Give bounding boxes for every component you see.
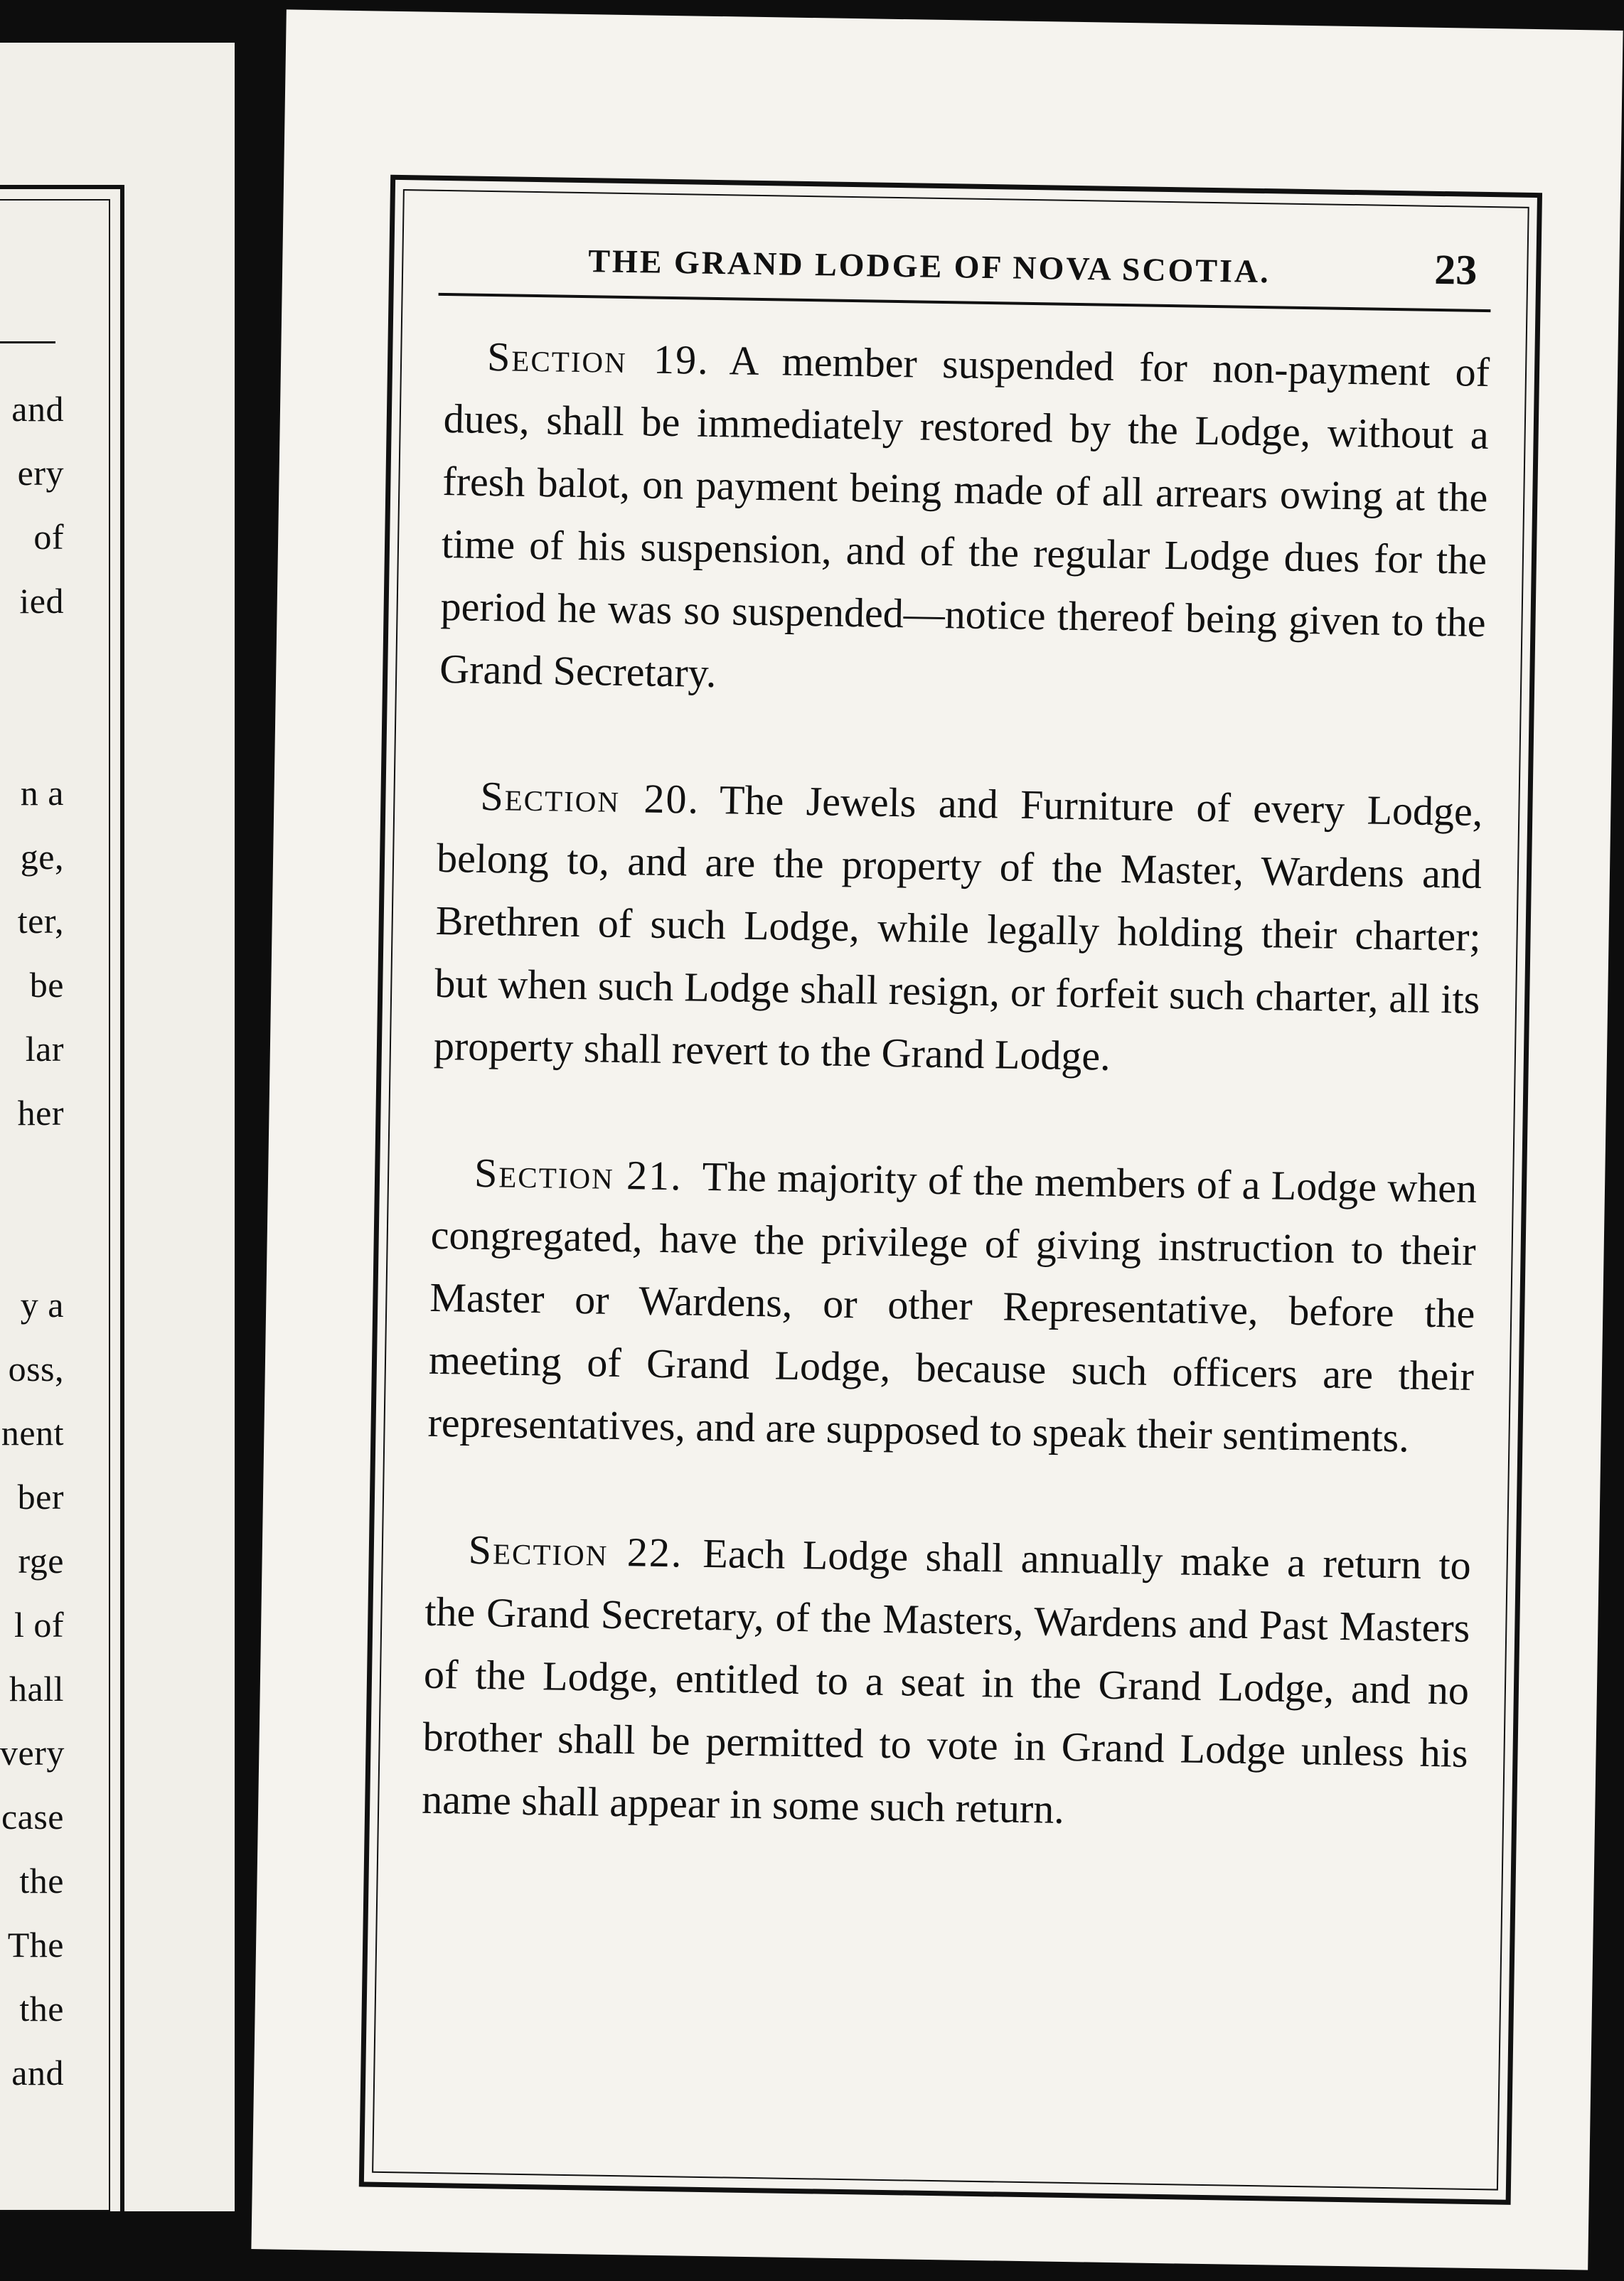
fragment-line: be <box>29 965 64 1005</box>
fragment-line <box>0 633 64 697</box>
section-text: Each Lodge shall annually make a return to the Grand Secretary, of the Masters, Wardens and Past Masters of the Lodge, entitled to a seat in the Grand Lodge, and no brother shall be permitted to vote in Grand Lodge unless his name shall appear in some such return. <box>421 1529 1472 1832</box>
fragment-line: ter, <box>17 901 64 941</box>
fragment-line: the <box>19 1989 64 2029</box>
fragment-line: case <box>1 1797 64 1837</box>
fragment-line <box>0 1209 64 1273</box>
section-text: A member suspended for non-payment of dues, shall be immediately restored by the Lodge, without a fresh balot, on payment being made of all arrears owing at the time of his suspension, and of the regular Lodge dues for the period he was so suspended—notice thereof being given to the Grand Secretary. <box>439 337 1490 697</box>
fragment-line: l of <box>14 1605 64 1645</box>
section-21 <box>427 1141 1478 1470</box>
section-label: Section 22. <box>468 1526 683 1576</box>
section-22 <box>422 1518 1472 1847</box>
fragment-line: ied <box>19 581 64 621</box>
fragment-line: the <box>19 1861 64 1901</box>
section-20 <box>433 764 1483 1094</box>
previous-page-rule <box>0 341 55 343</box>
previous-page-text <box>0 377 64 2105</box>
section-text: The Jewels and Furniture of every Lodge, belong to, and are the property of the Master, Wardens and Brethren of such Lodge, while legally holding their charter; but when such Lodge shall resign, or forfeit such charter, all its property shall revert to the Grand Lodge. <box>433 776 1483 1079</box>
fragment-line: lar <box>25 1029 64 1069</box>
running-title: THE GRAND LODGE OF NOVA SCOTIA. <box>587 242 1271 290</box>
fragment-line: very <box>0 1733 65 1773</box>
fragment-line <box>0 1145 64 1209</box>
page-body <box>420 325 1490 1911</box>
page-number: 23 <box>1433 245 1478 294</box>
section-label: Section 21. <box>474 1149 683 1200</box>
fragment-line: y a <box>20 1285 64 1325</box>
fragment-line: hall <box>9 1669 64 1709</box>
fragment-line: ery <box>17 453 64 493</box>
fragment-line: and <box>11 389 64 429</box>
fragment-line: and <box>11 2053 64 2093</box>
section-label: Section 19. <box>486 333 710 383</box>
fragment-line: ge, <box>20 837 64 877</box>
fragment-line: The <box>7 1925 64 1965</box>
fragment-line: rge <box>18 1541 64 1581</box>
fragment-line: her <box>17 1093 64 1133</box>
fragment-line: oss, <box>8 1349 64 1389</box>
section-label: Section 20. <box>480 772 700 823</box>
section-19 <box>439 325 1490 717</box>
previous-page-fragment <box>0 43 235 2211</box>
fragment-line: ber <box>17 1477 64 1517</box>
fragment-line: of <box>33 517 64 557</box>
fragment-line <box>0 697 64 761</box>
fragment-line: nent <box>1 1413 64 1453</box>
section-text: The majority of the members of a Lodge when congregated, have the privilege of giving instruction to their Master or Wardens, or other Representative, before the meeting of Grand Lodge, because such officers are their representatives, and are supposed to speak their sentiments. <box>427 1153 1478 1461</box>
book-page <box>251 9 1623 2270</box>
fragment-line: n a <box>20 773 64 813</box>
